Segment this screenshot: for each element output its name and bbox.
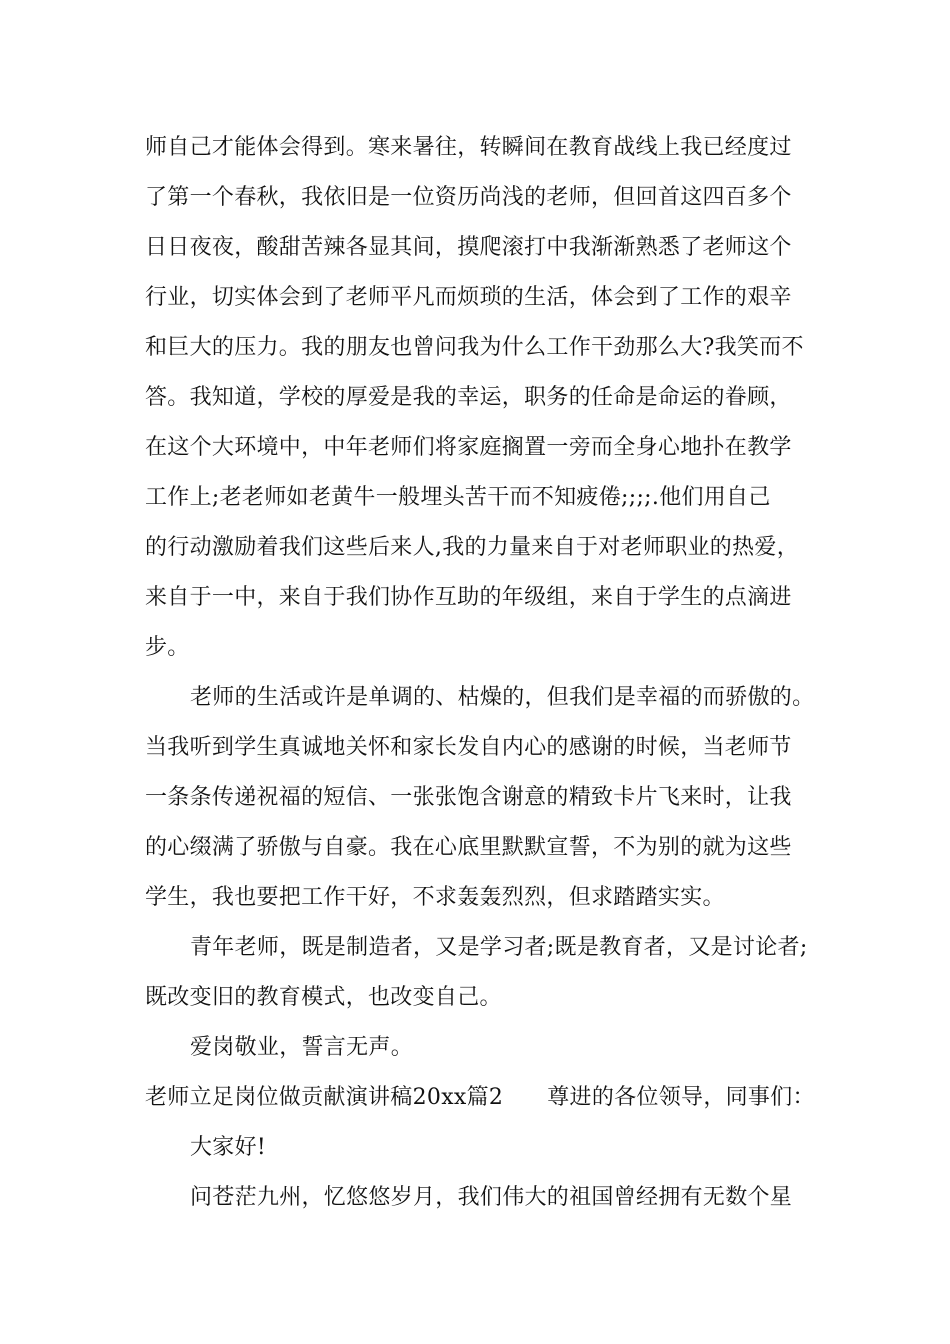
paragraph-line: 日日夜夜，酸甜苦辣各显其间，摸爬滚打中我渐渐熟悉了老师这个 [145,235,792,260]
paragraph-line: 和巨大的压力。我的朋友也曾问我为什么工作干劲那么大?我笑而不 [145,335,804,360]
paragraph-line: 问苍茫九州，忆悠悠岁月，我们伟大的祖国曾经拥有无数个星 [190,1185,793,1210]
paragraph-line: 的心缀满了骄傲与自豪。我在心底里默默宣誓，不为别的就为这些 [145,835,792,860]
section-heading [145,1080,825,1116]
paragraph-line: 老师的生活或许是单调的、枯燥的，但我们是幸福的而骄傲的。 [190,685,815,710]
paragraph-line: 来自于一中，来自于我们协作互助的年级组，来自于学生的点滴进 [145,585,792,610]
paragraph-line: 步。 [145,635,190,660]
greeting-line: 大家好! [190,1135,267,1160]
paragraph-line: 学生，我也要把工作干好，不求轰轰烈烈，但求踏踏实实。 [145,885,725,910]
paragraph-line: 一条条传递祝福的短信、一张张饱含谢意的精致卡片飞来时，让我 [145,785,792,810]
paragraph-line: 青年老师，既是制造者，又是学习者;既是教育者，又是讨论者; [190,935,808,960]
heading-title: 老师立足岗位做贡献演讲稿20xx篇2 [145,1085,504,1110]
paragraph-line: 了第一个春秋，我依旧是一位资历尚浅的老师，但回首这四百多个 [145,185,792,210]
paragraph-line: 答。我知道，学校的厚爱是我的幸运，职务的任命是命运的眷顾， [145,385,792,410]
paragraph-line: 的行动激励着我们这些后来人,我的力量来自于对老师职业的热爱， [145,535,799,560]
paragraph-line: 工作上;老老师如老黄牛一般埋头苦干而不知疲倦;;;;.他们用自己 [145,485,771,510]
paragraph-line: 当我听到学生真诚地关怀和家长发自内心的感谢的时候，当老师节 [145,735,792,760]
paragraph-line: 既改变旧的教育模式，也改变自己。 [145,985,502,1010]
paragraph-line: 爱岗敬业，誓言无声。 [190,1035,414,1060]
paragraph-line: 行业，切实体会到了老师平凡而烦琐的生活，体会到了工作的艰辛 [145,285,792,310]
heading-greeting: 尊进的各位领导，同事们： [547,1085,815,1110]
paragraph-line: 师自己才能体会得到。寒来暑往，转瞬间在教育战线上我已经度过 [145,135,792,160]
paragraph-line: 在这个大环境中，中年老师们将家庭搁置一旁而全身心地扑在教学 [145,435,792,460]
